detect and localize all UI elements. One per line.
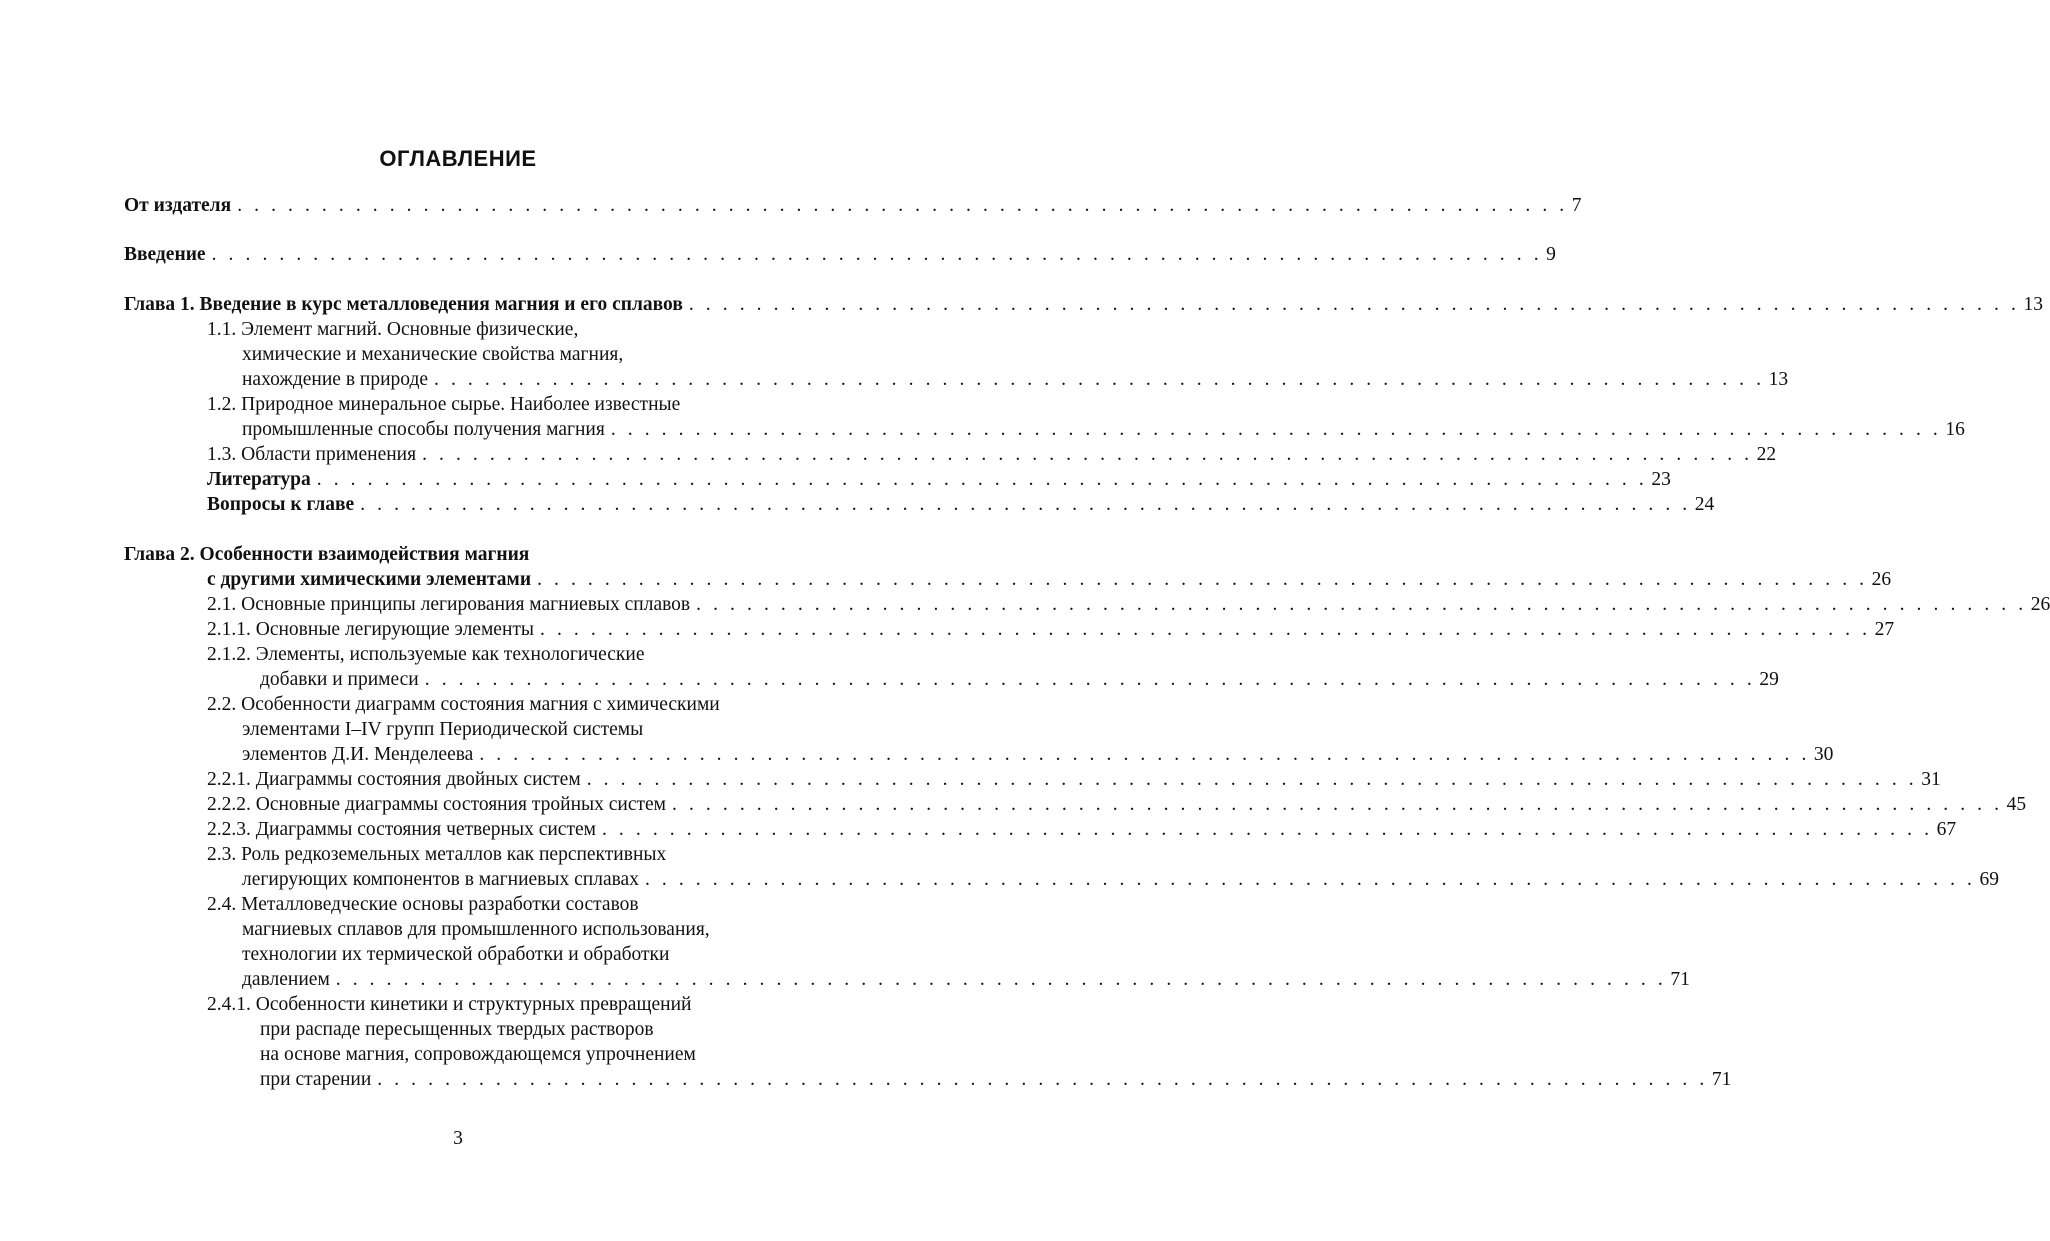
toc-entry-title-cont: давлением [242, 969, 330, 990]
toc-entry-publisher[interactable] [124, 193, 1582, 218]
dot-leader: . . . . . . . . . . . . . . . . . . . . . . . . . . . . . . . . . . . . . . . . . . . . . . . . . . . . . . . . . . . . . . . . . . . . . . . . . . . . . . . [696, 594, 2027, 615]
toc-entry-title: 2.3. Роль редкоземельных металлов как перспективных [207, 844, 667, 865]
dot-leader: . . . . . . . . . . . . . . . . . . . . . . . . . . . . . . . . . . . . . . . . . . . . . . . . . . . . . . . . . . . . . . . . . . . . . . . . . . . . . . . [601, 819, 1933, 840]
toc-entry-1-1-line2 [242, 342, 623, 367]
toc-entry-2-1-2-line1[interactable] [207, 642, 644, 667]
toc-page-number: 23 [1651, 469, 1671, 490]
toc-entry-2-2-3[interactable] [207, 817, 1957, 842]
toc-entry-title-cont: при распаде пересыщенных твердых растворов [260, 1019, 654, 1040]
toc-heading: ОГЛАВЛЕНИЕ [379, 146, 537, 171]
toc-entry-title-cont: с другими химическими элементами [207, 569, 532, 590]
dot-leader: . . . . . . . . . . . . . . . . . . . . . . . . . . . . . . . . . . . . . . . . . . . . . . . . . . . . . . . . . . . . . . . . . . . . . . . . . . . . . . . [237, 195, 1568, 216]
toc-entry-title-cont: на основе магния, сопровождающемся упрочнением [260, 1044, 696, 1065]
toc-entry-title: 2.1.2. Элементы, используемые как технологические [207, 644, 645, 665]
toc-page-number: 31 [1921, 769, 1941, 790]
toc-page-number: 26 [1871, 569, 1892, 590]
toc-page-number: 7 [1571, 195, 1582, 216]
dot-leader: . . . . . . . . . . . . . . . . . . . . . . . . . . . . . . . . . . . . . . . . . . . . . . . . . . . . . . . . . . . . . . . . . . . . . . . . . . . . . . . [644, 869, 1976, 890]
toc-entry-chapter-1[interactable] [124, 292, 2043, 317]
toc-entry-title-cont: технологии их термической обработки и обработки [242, 944, 670, 965]
toc-page-number: 22 [1756, 444, 1777, 465]
toc-entry-title-cont: химические и механические свойства магния, [242, 344, 624, 365]
dot-leader: . . . . . . . . . . . . . . . . . . . . . . . . . . . . . . . . . . . . . . . . . . . . . . . . . . . . . . . . . . . . . . . . . . . . . . . . . . . . . . . [479, 744, 1810, 765]
dot-leader: . . . . . . . . . . . . . . . . . . . . . . . . . . . . . . . . . . . . . . . . . . . . . . . . . . . . . . . . . . . . . . . . . . . . . . . . . . . . . . . [540, 619, 1871, 640]
toc-page-number: 67 [1936, 819, 1957, 840]
toc-entry-title-cont: элементами I–IV групп Периодической системы [242, 719, 644, 740]
toc-entry-2-2-line1[interactable] [207, 692, 720, 717]
dot-leader: . . . . . . . . . . . . . . . . . . . . . . . . . . . . . . . . . . . . . . . . . . . . . . . . . . . . . . . . . . . . . . . . . . . . . . . . . . . . . . . [434, 369, 1765, 390]
dot-leader: . . . . . . . . . . . . . . . . . . . . . . . . . . . . . . . . . . . . . . . . . . . . . . . . . . . . . . . . . . . . . . . . . . . . . . . . . . . . . . . [422, 444, 1753, 465]
toc-entry-2-4-line4[interactable] [242, 967, 1690, 992]
toc-entry-title-cont: при старении [260, 1069, 372, 1090]
dot-leader: . . . . . . . . . . . . . . . . . . . . . . . . . . . . . . . . . . . . . . . . . . . . . . . . . . . . . . . . . . . . . . . . . . . . . . . . . . . . . . . [377, 1069, 1708, 1090]
toc-entry-2-1[interactable] [207, 592, 2050, 617]
toc-entry-2-4-1-line1[interactable] [207, 992, 691, 1017]
toc-page-number: 27 [1874, 619, 1895, 640]
page-number: 3 [453, 1128, 463, 1149]
toc-entry-chapter-2-line1[interactable] [124, 542, 529, 567]
toc-entry-title: 1.2. Природное минеральное сырье. Наиболее известные [207, 394, 681, 415]
toc-entry-2-4-line3 [242, 942, 669, 967]
toc-entry-title: 1.1. Элемент магний. Основные физические, [207, 319, 579, 340]
toc-entry-title-cont: промышленные способы получения магния [242, 419, 605, 440]
toc-entry-2-4-line2 [242, 917, 710, 942]
toc-entry-1-2-line1[interactable] [207, 392, 680, 417]
toc-page-number: 45 [2006, 794, 2027, 815]
toc-page-number: 30 [1813, 744, 1834, 765]
toc-page-number: 71 [1711, 1069, 1732, 1090]
toc-entry-title: 1.3. Области применения [207, 444, 417, 465]
toc-entry-title: 2.2. Особенности диаграмм состояния магния с химическими [207, 694, 720, 715]
toc-entry-title: 2.4. Металловедческие основы разработки составов [207, 894, 639, 915]
toc-page-number: 29 [1759, 669, 1779, 690]
toc-entry-2-1-1[interactable] [207, 617, 1895, 642]
toc-entry-title-cont: нахождение в природе [242, 369, 429, 390]
dot-leader: . . . . . . . . . . . . . . . . . . . . . . . . . . . . . . . . . . . . . . . . . . . . . . . . . . . . . . . . . . . . . . . . . . . . . . . . . . . . . . . [211, 244, 1543, 265]
toc-entry-1-1-line3[interactable] [242, 367, 1789, 392]
toc-page-number: 13 [2023, 294, 2043, 315]
toc-entry-title: 2.2.3. Диаграммы состояния четверных систем [207, 819, 596, 840]
toc-page-number: 9 [1546, 244, 1556, 265]
dot-leader: . . . . . . . . . . . . . . . . . . . . . . . . . . . . . . . . . . . . . . . . . . . . . . . . . . . . . . . . . . . . . . . . . . . . . . . . . . . . . . . [335, 969, 1667, 990]
dot-leader: . . . . . . . . . . . . . . . . . . . . . . . . . . . . . . . . . . . . . . . . . . . . . . . . . . . . . . . . . . . . . . . . . . . . . . . . . . . . . . . [537, 569, 1868, 590]
toc-page-number: 16 [1945, 419, 1965, 440]
toc-entry-title: Литература [207, 469, 311, 490]
dot-leader: . . . . . . . . . . . . . . . . . . . . . . . . . . . . . . . . . . . . . . . . . . . . . . . . . . . . . . . . . . . . . . . . . . . . . . . . . . . . . . . [360, 494, 1691, 515]
dot-leader: . . . . . . . . . . . . . . . . . . . . . . . . . . . . . . . . . . . . . . . . . . . . . . . . . . . . . . . . . . . . . . . . . . . . . . . . . . . . . . . [586, 769, 1918, 790]
dot-leader: . . . . . . . . . . . . . . . . . . . . . . . . . . . . . . . . . . . . . . . . . . . . . . . . . . . . . . . . . . . . . . . . . . . . . . . . . . . . . . . [688, 294, 2020, 315]
toc-entry-title: Глава 2. Особенности взаимодействия магния [124, 544, 530, 565]
toc-entry-literature-1[interactable] [207, 467, 1671, 492]
toc-entry-2-1-2-line2[interactable] [260, 667, 1779, 692]
toc-entry-title: Глава 1. Введение в курс металловедения магния и его сплавов [124, 294, 683, 315]
toc-entry-title: 2.2.2. Основные диаграммы состояния тройных систем [207, 794, 667, 815]
dot-leader: . . . . . . . . . . . . . . . . . . . . . . . . . . . . . . . . . . . . . . . . . . . . . . . . . . . . . . . . . . . . . . . . . . . . . . . . . . . . . . . [424, 669, 1756, 690]
toc-entry-2-2-line3[interactable] [242, 742, 1834, 767]
toc-entry-questions-1[interactable] [207, 492, 1715, 517]
toc-entry-2-2-line2 [242, 717, 643, 742]
toc-entry-title: Вопросы к главе [207, 494, 355, 515]
toc-entry-2-2-2[interactable] [207, 792, 2027, 817]
toc-entry-2-2-1[interactable] [207, 767, 1941, 792]
toc-entry-1-3[interactable] [207, 442, 1777, 467]
toc-entry-title: 2.1.1. Основные легирующие элементы [207, 619, 535, 640]
toc-page-number: 13 [1768, 369, 1789, 390]
dot-leader: . . . . . . . . . . . . . . . . . . . . . . . . . . . . . . . . . . . . . . . . . . . . . . . . . . . . . . . . . . . . . . . . . . . . . . . . . . . . . . . [610, 419, 1942, 440]
toc-page-number: 71 [1670, 969, 1690, 990]
dot-leader: . . . . . . . . . . . . . . . . . . . . . . . . . . . . . . . . . . . . . . . . . . . . . . . . . . . . . . . . . . . . . . . . . . . . . . . . . . . . . . . [316, 469, 1648, 490]
toc-entry-2-3-line1[interactable] [207, 842, 666, 867]
toc-page-number: 69 [1979, 869, 2000, 890]
toc-entry-title: Введение [124, 244, 206, 265]
toc-entry-title-cont: добавки и примеси [260, 669, 419, 690]
toc-entry-title-cont: легирующих компонентов в магниевых сплавах [242, 869, 639, 890]
toc-entry-title-cont: элементов Д.И. Менделеева [242, 744, 474, 765]
toc-entry-title: 2.4.1. Особенности кинетики и структурных превращений [207, 994, 692, 1015]
toc-entry-2-4-1-line2 [260, 1017, 654, 1042]
toc-entry-chapter-2-line2[interactable] [207, 567, 1892, 592]
dot-leader: . . . . . . . . . . . . . . . . . . . . . . . . . . . . . . . . . . . . . . . . . . . . . . . . . . . . . . . . . . . . . . . . . . . . . . . . . . . . . . . [672, 794, 2003, 815]
toc-entry-2-4-1-line4[interactable] [260, 1067, 1732, 1092]
toc-entry-intro[interactable] [124, 242, 1556, 267]
toc-entry-title: От издателя [124, 195, 232, 216]
toc-entry-2-4-line1[interactable] [207, 892, 639, 917]
toc-entry-title: 2.1. Основные принципы легирования магниевых сплавов [207, 594, 691, 615]
toc-entry-1-2-line2[interactable] [242, 417, 1965, 442]
toc-entry-title: 2.2.1. Диаграммы состояния двойных систем [207, 769, 581, 790]
toc-entry-2-4-1-line3 [260, 1042, 696, 1067]
toc-entry-title-cont: магниевых сплавов для промышленного использования, [242, 919, 710, 940]
toc-page-number: 26 [2030, 594, 2050, 615]
toc-page-number: 24 [1694, 494, 1715, 515]
toc-entry-1-1-line1[interactable] [207, 317, 578, 342]
toc-entry-2-3-line2[interactable] [242, 867, 2000, 892]
